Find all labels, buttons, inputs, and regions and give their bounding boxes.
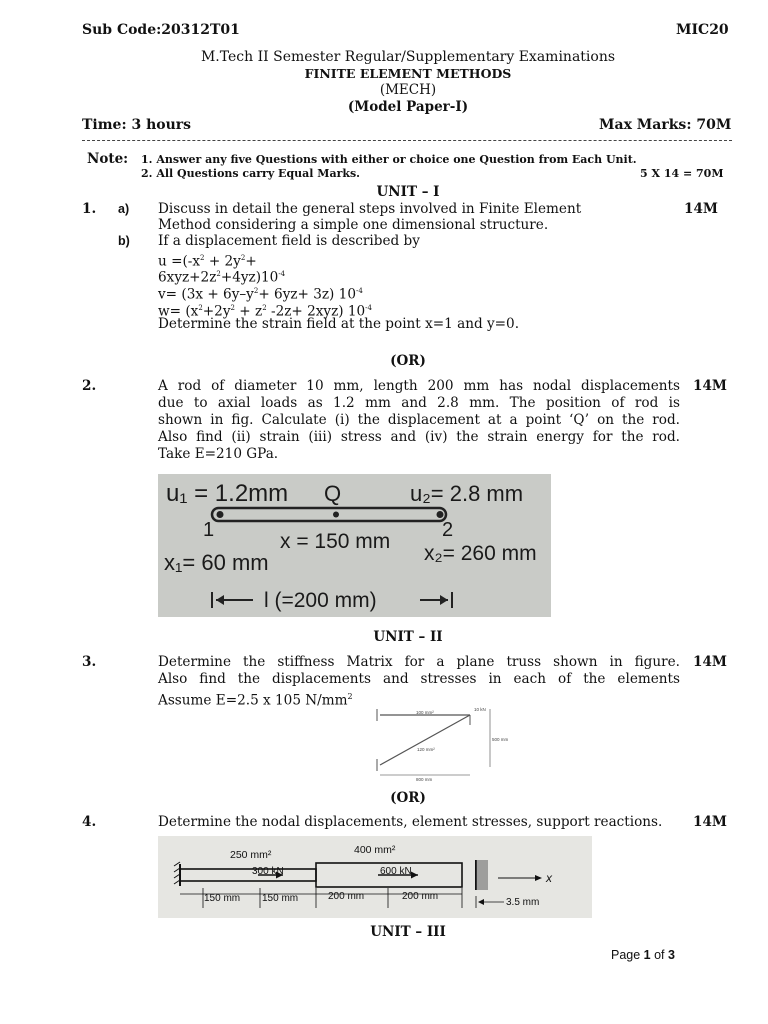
x1-label: x₁= 60 mm xyxy=(164,550,269,575)
question-3-number: 3. xyxy=(82,654,97,670)
x2-label: x₂= 260 mm xyxy=(424,542,537,565)
rod-figure xyxy=(158,474,551,617)
question-3-line: Also find the displacements and stresses in each of the elements xyxy=(158,671,680,687)
superscript: 2 xyxy=(262,304,267,312)
note-line-2: 2. All Questions carry Equal Marks. xyxy=(141,167,361,180)
truss-member-diagonal xyxy=(380,715,470,765)
dimension-3: 200 mm xyxy=(328,891,365,902)
gap-arrowhead xyxy=(478,899,484,905)
u1-label: u₁ = 1.2mm xyxy=(166,480,289,507)
equation-text: + 2y xyxy=(204,253,241,270)
question-3-line: Determine the stiffness Matrix for a plane truss shown in figure. xyxy=(158,654,680,670)
superscript: -4 xyxy=(365,304,372,312)
x-label: x = 150 mm xyxy=(280,530,391,553)
question-2-line: Also find (ii) strain (iii) stress and (iv) the strain energy for the rod. xyxy=(158,429,680,445)
q-label: Q xyxy=(324,481,342,506)
dimension-1: 150 mm xyxy=(204,893,241,904)
point-q-marker xyxy=(333,512,339,518)
x-axis-label: x xyxy=(546,871,552,885)
node-1-marker xyxy=(217,511,224,518)
superscript: -4 xyxy=(355,287,363,295)
question-2-line: A rod of diameter 10 mm, length 200 mm has nodal displacements xyxy=(158,378,680,394)
truss-diagram xyxy=(370,703,509,783)
x-axis-arrowhead xyxy=(535,875,542,881)
area-1-label: 250 mm² xyxy=(230,849,272,861)
unit-1-title: UNIT – I xyxy=(376,184,440,200)
force-2-arrowhead xyxy=(411,872,418,879)
u2-label: u₂= 2.8 mm xyxy=(410,481,524,506)
gap-label: 3.5 mm xyxy=(506,897,540,908)
question-3-line-3 xyxy=(158,688,353,710)
or-divider-2: (OR) xyxy=(390,790,426,806)
bar-diagram xyxy=(158,836,592,918)
superscript: -4 xyxy=(278,270,286,278)
truss-figure xyxy=(370,703,509,783)
superscript: 2 xyxy=(216,270,221,278)
max-marks: Max Marks: 70M xyxy=(599,117,732,133)
model-paper: (Model Paper-I) xyxy=(347,99,469,115)
length-arrowhead-right xyxy=(440,595,448,605)
page-of: of xyxy=(650,948,668,962)
bar-section-1 xyxy=(180,869,316,881)
node-1-label: 1 xyxy=(203,519,215,541)
or-divider-1: (OR) xyxy=(390,353,426,369)
question-1-number: 1. xyxy=(82,201,97,217)
equation-text: -2z+ 2xyz) 10 xyxy=(266,303,366,320)
equation-text: v= (3x + 6y–y xyxy=(158,286,254,303)
area-2-label: 400 mm² xyxy=(354,844,396,856)
branch: (MECH) xyxy=(379,82,437,98)
force-2-label: 600 kN xyxy=(380,866,412,877)
question-1a-line-1: Discuss in detail the general steps involved in Finite Element xyxy=(158,201,582,217)
equation-text: + z xyxy=(234,303,263,320)
question-4-text: Determine the nodal displacements, element stresses, support reactions. xyxy=(158,814,663,830)
page-number xyxy=(611,948,675,962)
question-4-marks: 14M xyxy=(693,814,727,830)
width-label: 800 mm xyxy=(416,777,433,782)
question-3-text: Assume E=2.5 x 105 N/mm xyxy=(158,692,348,709)
equation-text: + xyxy=(245,253,257,270)
paper-code: MIC20 xyxy=(676,22,729,38)
question-3-marks: 14M xyxy=(693,654,727,670)
page-current: 1 xyxy=(643,948,651,962)
length-arrowhead-left xyxy=(216,595,224,605)
question-4-number: 4. xyxy=(82,814,97,830)
page-total: 3 xyxy=(668,948,675,962)
question-2-number: 2. xyxy=(82,378,97,394)
question-2-line: Take E=210 GPa. xyxy=(158,446,279,462)
exam-time: Time: 3 hours xyxy=(82,117,192,133)
question-1b-label: b) xyxy=(118,234,130,248)
rod-body xyxy=(212,508,446,521)
question-2-line: shown in fig. Calculate (i) the displacement at a point ‘Q’ on the rod. xyxy=(158,412,680,428)
equation-text: +4yz)10 xyxy=(220,269,279,286)
node-2-marker xyxy=(437,511,444,518)
superscript: 2 xyxy=(240,254,246,262)
equation-text: + 6yz+ 3z) 10 xyxy=(258,286,356,303)
superscript: 2 xyxy=(347,692,353,701)
question-1-marks: 14M xyxy=(684,201,718,217)
superscript: 2 xyxy=(200,254,205,262)
equation-text: w= (x xyxy=(158,303,199,320)
area-2-label: 120 mm² xyxy=(417,747,435,752)
subject-title: FINITE ELEMENT METHODS xyxy=(304,66,512,81)
subject-code: Sub Code:20312T01 xyxy=(82,22,240,38)
question-1a-label: a) xyxy=(118,202,130,216)
unit-3-title: UNIT – III xyxy=(370,924,446,940)
question-2-line: due to axial loads as 1.2 mm and 2.8 mm. The position of rod is xyxy=(158,395,680,411)
dimension-4: 200 mm xyxy=(402,891,439,902)
node-2-label: 2 xyxy=(442,519,454,541)
exam-title: M.Tech II Semester Regular/Supplementary Examinations xyxy=(200,49,616,65)
equation-text: +2y xyxy=(202,303,231,320)
height-label: 500 mm xyxy=(492,737,509,742)
unit-2-title: UNIT – II xyxy=(373,629,443,645)
divider xyxy=(82,140,732,141)
equation-text: 6xyz+2z xyxy=(158,269,217,286)
rod-diagram xyxy=(158,474,551,617)
load-label: 10 kN xyxy=(474,707,486,712)
note-line-1: 1. Answer any five Questions with either or choice one Question from Each Unit. xyxy=(141,153,637,166)
right-wall-hatch xyxy=(476,860,488,890)
note-label: Note: xyxy=(87,151,129,167)
superscript: 2 xyxy=(253,287,259,295)
dimension-2: 150 mm xyxy=(262,893,299,904)
question-1b-line-1: If a displacement field is described by xyxy=(158,233,420,249)
force-1-label: 300 kN xyxy=(252,866,284,877)
superscript: 2 xyxy=(198,304,203,312)
length-label: l (=200 mm) xyxy=(264,589,377,612)
area-1-label: 100 mm² xyxy=(416,710,434,715)
superscript: 2 xyxy=(230,304,235,312)
question-2-marks: 14M xyxy=(693,378,727,394)
page-prefix: Page xyxy=(611,948,644,962)
question-1b-last-line: Determine the strain field at the point x=1 and y=0. xyxy=(158,316,520,332)
equation-text: u =(-x xyxy=(158,253,201,270)
marks-formula: 5 X 14 = 70M xyxy=(640,167,724,180)
bar-figure xyxy=(158,836,592,918)
question-1a-line-2: Method considering a simple one dimensional structure. xyxy=(158,217,549,233)
